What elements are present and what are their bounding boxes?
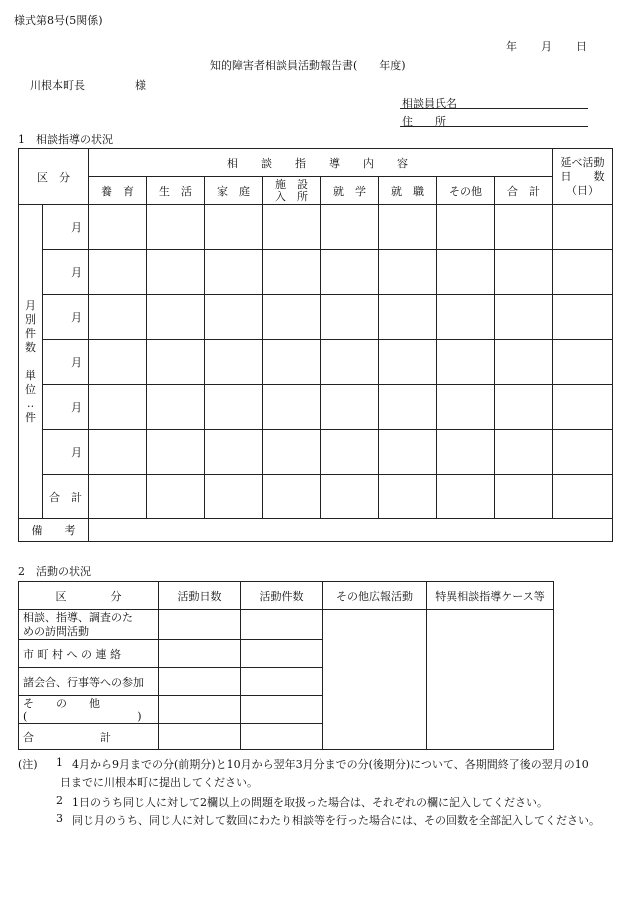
cell-input[interactable] [553,250,613,295]
cell-input[interactable] [263,385,321,430]
cell-input[interactable] [379,475,437,519]
cell-input[interactable] [205,295,263,340]
addressee: 川根本町長 [30,79,85,92]
note-2-text: 1日のうち同じ人に対して2欄以上の問題を取扱った場合は、それぞれの欄に記入してください。 [72,796,548,809]
cell-input[interactable] [147,295,205,340]
month-row-label: 月 [43,430,89,475]
activity-count-col-header: 活動件数 [241,582,323,610]
cell-input[interactable] [379,250,437,295]
cell-input[interactable] [495,475,553,519]
activity-days-col-header: 活動日数 [159,582,241,610]
cell-input[interactable] [553,205,613,250]
cell-input[interactable] [159,668,241,696]
notes-prefix: (注) [18,758,38,771]
cell-input[interactable] [205,385,263,430]
cell-input[interactable] [89,295,147,340]
consultation-table [18,148,613,542]
note-1-line2: 日までに川根本町に提出してください。 [60,776,258,789]
note-1-number: 1 [56,756,63,769]
cell-input[interactable] [159,724,241,750]
monthly-count-side-label: 月 別 件 数 単 位 ‥ 件 [19,205,43,519]
cell-input[interactable] [241,696,323,724]
row-other: そ の 他 ( ) [19,696,159,724]
pr-activity-header: その他広報活動 [323,582,427,610]
cell-input[interactable] [89,250,147,295]
cell-input[interactable] [495,340,553,385]
cell-input[interactable] [159,640,241,668]
cell-input[interactable] [379,295,437,340]
section1-heading: 1 相談指導の状況 [18,133,113,146]
cell-input[interactable] [89,205,147,250]
col-facility: 施 設 入 所 [263,177,321,205]
date-month: 月 [541,40,552,53]
remarks-label: 備 考 [19,519,89,542]
row-visit-activity: 相談、指導、調査のた めの訪問活動 [19,610,159,640]
cell-input[interactable] [147,340,205,385]
address-label: 住 所 [402,115,446,128]
cell-input[interactable] [321,205,379,250]
cell-input[interactable] [379,340,437,385]
cell-input[interactable] [263,475,321,519]
cell-input[interactable] [553,340,613,385]
total-row-label: 合 計 [43,475,89,519]
cell-input[interactable] [437,430,495,475]
cell-input[interactable] [263,340,321,385]
col-employment: 就 職 [379,177,437,205]
cell-input[interactable] [263,430,321,475]
cell-input[interactable] [159,696,241,724]
col-nurturing: 養 育 [89,177,147,205]
note-1-line1: 4月から9月までの分(前期分)と10月から翌年3月分までの分(後期分)について、各期間終了後の翌月の10 [72,758,589,771]
note-3-text: 同じ月のうち、同じ人に対して数回にわたり相談等を行った場合には、その回数を全部記入してください。 [72,814,600,827]
cell-input[interactable] [147,385,205,430]
cell-input[interactable] [379,385,437,430]
cell-input[interactable] [205,430,263,475]
special-case-input[interactable] [427,610,554,750]
category-header: 区 分 [19,149,89,205]
cell-input[interactable] [495,385,553,430]
cell-input[interactable] [495,205,553,250]
note-3-number: 3 [56,812,63,825]
row-meeting-participation: 諸会合、行事等への参加 [19,668,159,696]
date-day: 日 [576,40,587,53]
month-row-label: 月 [43,250,89,295]
cell-input[interactable] [321,430,379,475]
cell-input[interactable] [159,610,241,640]
row-total: 合 計 [19,724,159,750]
document-title: 知的障害者相談員活動報告書( 年度) [210,59,406,72]
col-family: 家 庭 [205,177,263,205]
form-number: 様式第8号(5関係) [14,14,103,27]
address-line [400,126,588,127]
cell-input[interactable] [321,250,379,295]
cell-input[interactable] [553,385,613,430]
activity-days-header: 延べ活動 日 数 （日） [553,149,613,205]
cell-input[interactable] [437,340,495,385]
cell-input[interactable] [553,430,613,475]
col-total: 合 計 [495,177,553,205]
cell-input[interactable] [241,668,323,696]
col-other: その他 [437,177,495,205]
activity-category-header: 区 分 [19,582,159,610]
cell-input[interactable] [205,205,263,250]
cell-input[interactable] [241,640,323,668]
cell-input[interactable] [205,475,263,519]
pr-activity-input[interactable] [323,610,427,750]
cell-input[interactable] [321,340,379,385]
cell-input[interactable] [321,385,379,430]
cell-input[interactable] [321,295,379,340]
note-2-number: 2 [56,794,63,807]
date-year: 年 [506,40,517,53]
cell-input[interactable] [495,295,553,340]
cell-input[interactable] [379,205,437,250]
cell-input[interactable] [263,295,321,340]
counselor-name-label: 相談員氏名 [402,97,457,110]
col-living: 生 活 [147,177,205,205]
cell-input[interactable] [321,475,379,519]
cell-input[interactable] [437,385,495,430]
cell-input[interactable] [437,250,495,295]
cell-input[interactable] [89,475,147,519]
row-municipal-liaison: 市 町 村 へ の 連 絡 [19,640,159,668]
cell-input[interactable] [379,430,437,475]
cell-input[interactable] [437,475,495,519]
cell-input[interactable] [205,250,263,295]
cell-input[interactable] [495,250,553,295]
activity-table [18,581,554,750]
cell-input[interactable] [437,205,495,250]
cell-input[interactable] [241,724,323,750]
cell-input[interactable] [263,205,321,250]
month-row-label: 月 [43,385,89,430]
cell-input[interactable] [437,295,495,340]
cell-input[interactable] [147,250,205,295]
special-case-header: 特異相談指導ケース等 [427,582,554,610]
cell-input[interactable] [495,430,553,475]
cell-input[interactable] [263,250,321,295]
honorific: 様 [135,79,146,92]
cell-input[interactable] [147,475,205,519]
remarks-input[interactable] [89,519,613,542]
cell-input[interactable] [147,205,205,250]
month-row-label: 月 [43,295,89,340]
cell-input[interactable] [147,430,205,475]
section2-heading: 2 活動の状況 [18,565,91,578]
cell-input[interactable] [89,340,147,385]
cell-input[interactable] [241,610,323,640]
month-row-label: 月 [43,340,89,385]
content-header: 相 談 指 導 内 容 [89,149,553,177]
col-schooling: 就 学 [321,177,379,205]
cell-input[interactable] [553,475,613,519]
cell-input[interactable] [89,430,147,475]
month-row-label: 月 [43,205,89,250]
cell-input[interactable] [553,295,613,340]
counselor-name-line [400,108,588,109]
cell-input[interactable] [205,340,263,385]
cell-input[interactable] [89,385,147,430]
